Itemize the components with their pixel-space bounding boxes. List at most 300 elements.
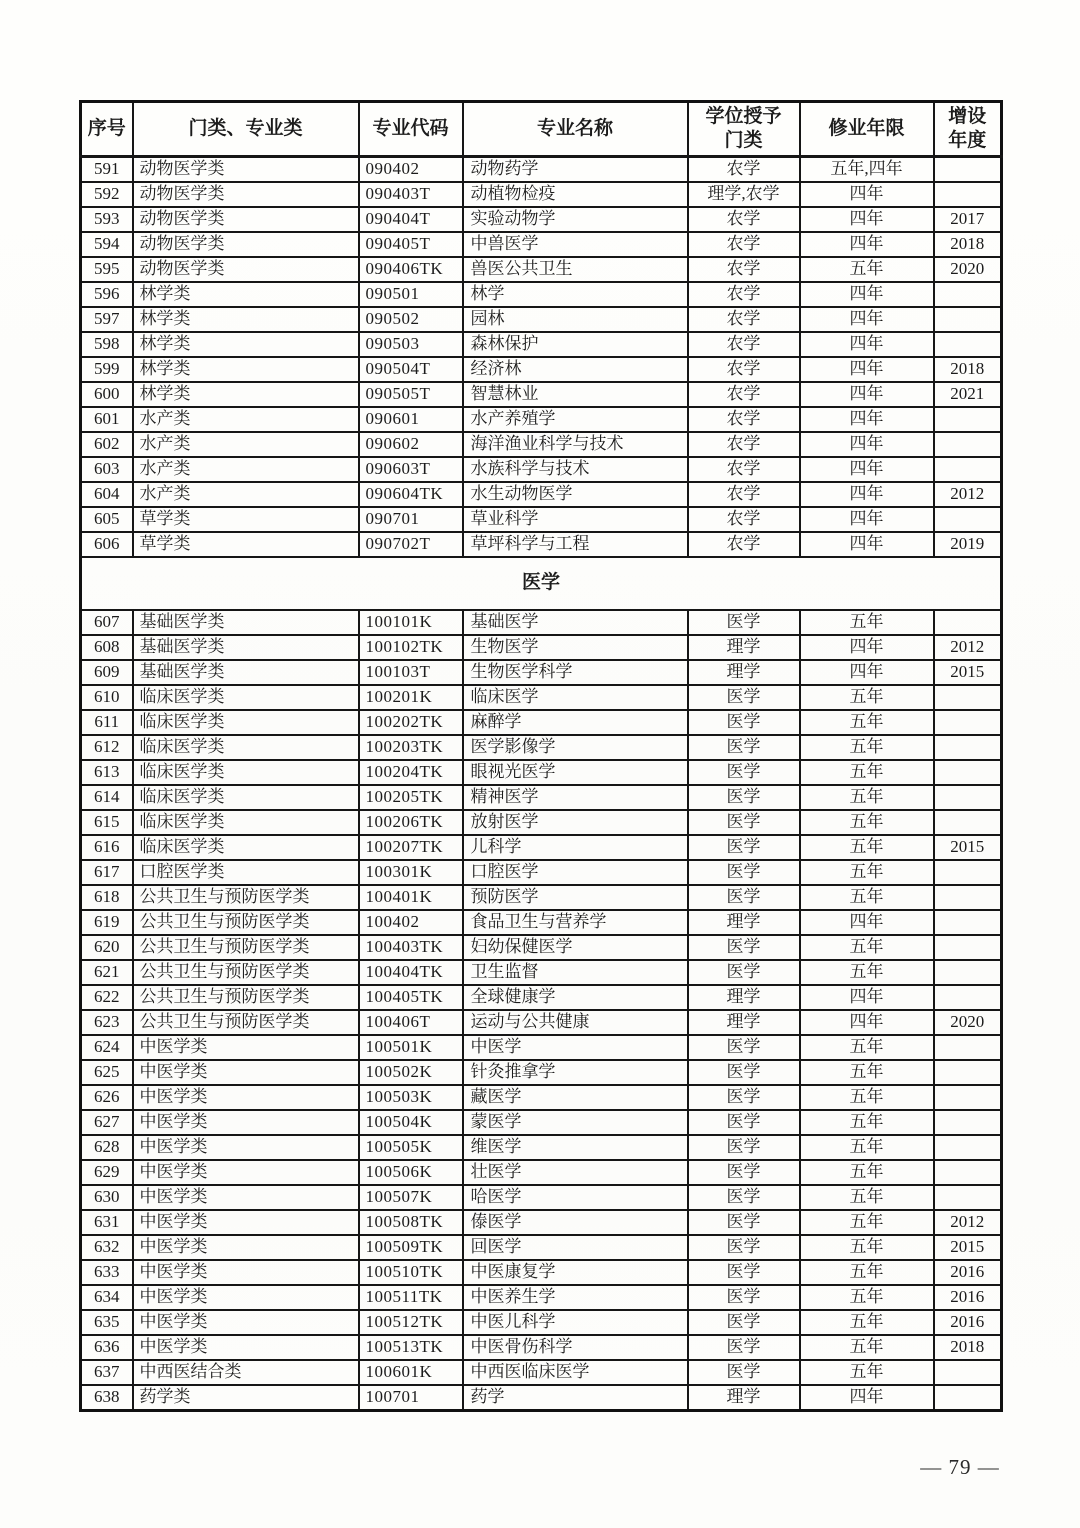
cell-code: 100301K (359, 860, 463, 885)
cell-code: 090504T (359, 357, 463, 382)
table-row (81, 257, 1002, 282)
cell-added (934, 1135, 1002, 1160)
column-header-code: 专业代码 (359, 102, 463, 157)
cell-seq: 612 (81, 735, 133, 760)
cell-degree: 医学 (688, 1085, 800, 1110)
cell-degree: 医学 (688, 860, 800, 885)
cell-years: 五年 (800, 1035, 934, 1060)
table-row (81, 1110, 1002, 1135)
cell-name: 智慧林业 (463, 382, 688, 407)
cell-years: 四年 (800, 1385, 934, 1411)
cell-name: 中医学 (463, 1035, 688, 1060)
cell-code: 100202TK (359, 710, 463, 735)
cell-code: 100507K (359, 1185, 463, 1210)
table-row (81, 1335, 1002, 1360)
cell-code: 100502K (359, 1060, 463, 1085)
cell-years: 五年 (800, 1085, 934, 1110)
cell-degree: 医学 (688, 1360, 800, 1385)
cell-years: 四年 (800, 407, 934, 432)
cell-years: 四年 (800, 660, 934, 685)
cell-code: 100510TK (359, 1260, 463, 1285)
cell-name: 眼视光医学 (463, 760, 688, 785)
table-row (81, 1385, 1002, 1411)
table-row (81, 207, 1002, 232)
cell-added (934, 710, 1002, 735)
cell-name: 针灸推拿学 (463, 1060, 688, 1085)
table-row (81, 860, 1002, 885)
cell-category: 公共卫生与预防医学类 (133, 910, 359, 935)
cell-added (934, 407, 1002, 432)
cell-code: 090601 (359, 407, 463, 432)
cell-category: 公共卫生与预防医学类 (133, 985, 359, 1010)
table-row (81, 885, 1002, 910)
cell-seq: 600 (81, 382, 133, 407)
cell-name: 水产养殖学 (463, 407, 688, 432)
cell-code: 090501 (359, 282, 463, 307)
cell-code: 090603T (359, 457, 463, 482)
cell-seq: 594 (81, 232, 133, 257)
cell-years: 五年 (800, 1260, 934, 1285)
cell-code: 100406T (359, 1010, 463, 1035)
cell-degree: 理学 (688, 1010, 800, 1035)
cell-seq: 613 (81, 760, 133, 785)
table-row (81, 760, 1002, 785)
table-row (81, 660, 1002, 685)
cell-category: 中医学类 (133, 1085, 359, 1110)
cell-seq: 603 (81, 457, 133, 482)
cell-name: 儿科学 (463, 835, 688, 860)
cell-code: 100103T (359, 660, 463, 685)
cell-name: 预防医学 (463, 885, 688, 910)
cell-seq: 615 (81, 810, 133, 835)
cell-code: 100201K (359, 685, 463, 710)
table-row (81, 457, 1002, 482)
cell-seq: 626 (81, 1085, 133, 1110)
cell-degree: 医学 (688, 610, 800, 635)
cell-years: 五年 (800, 257, 934, 282)
cell-name: 中医康复学 (463, 1260, 688, 1285)
cell-category: 动物医学类 (133, 257, 359, 282)
cell-name: 中西医临床医学 (463, 1360, 688, 1385)
cell-years: 四年 (800, 507, 934, 532)
cell-code: 100401K (359, 885, 463, 910)
cell-category: 基础医学类 (133, 635, 359, 660)
table-row (81, 1085, 1002, 1110)
cell-category: 中医学类 (133, 1110, 359, 1135)
cell-name: 哈医学 (463, 1185, 688, 1210)
table-row (81, 232, 1002, 257)
cell-seq: 630 (81, 1185, 133, 1210)
cell-code: 090403T (359, 182, 463, 207)
cell-added (934, 1185, 1002, 1210)
cell-seq: 599 (81, 357, 133, 382)
cell-added (934, 935, 1002, 960)
cell-category: 林学类 (133, 307, 359, 332)
table-row (81, 1310, 1002, 1335)
table-row (81, 710, 1002, 735)
cell-degree: 理学 (688, 985, 800, 1010)
table-row (81, 432, 1002, 457)
cell-added (934, 1085, 1002, 1110)
cell-name: 中医骨伤科学 (463, 1335, 688, 1360)
column-header-degree: 学位授予门类 (688, 102, 800, 157)
cell-added (934, 1110, 1002, 1135)
cell-years: 四年 (800, 207, 934, 232)
cell-degree: 农学 (688, 332, 800, 357)
table-row (81, 1135, 1002, 1160)
cell-name: 基础医学 (463, 610, 688, 635)
table-row (81, 532, 1002, 557)
cell-name: 精神医学 (463, 785, 688, 810)
cell-code: 090405T (359, 232, 463, 257)
cell-seq: 611 (81, 710, 133, 735)
cell-code: 100101K (359, 610, 463, 635)
cell-category: 中医学类 (133, 1185, 359, 1210)
cell-years: 五年 (800, 1235, 934, 1260)
cell-seq: 616 (81, 835, 133, 860)
cell-code: 100501K (359, 1035, 463, 1060)
cell-added: 2016 (934, 1260, 1002, 1285)
cell-seq: 633 (81, 1260, 133, 1285)
cell-degree: 医学 (688, 1260, 800, 1285)
cell-category: 临床医学类 (133, 710, 359, 735)
cell-name: 园林 (463, 307, 688, 332)
cell-category: 中医学类 (133, 1335, 359, 1360)
cell-code: 090604TK (359, 482, 463, 507)
cell-degree: 医学 (688, 1060, 800, 1085)
cell-seq: 602 (81, 432, 133, 457)
cell-name: 森林保护 (463, 332, 688, 357)
cell-name: 中医儿科学 (463, 1310, 688, 1335)
cell-category: 水产类 (133, 407, 359, 432)
cell-name: 藏医学 (463, 1085, 688, 1110)
cell-added (934, 157, 1002, 183)
cell-years: 四年 (800, 357, 934, 382)
cell-seq: 635 (81, 1310, 133, 1335)
cell-seq: 605 (81, 507, 133, 532)
cell-years: 五年 (800, 685, 934, 710)
table-row (81, 1210, 1002, 1235)
cell-years: 五年 (800, 1310, 934, 1335)
table-row (81, 635, 1002, 660)
cell-degree: 农学 (688, 157, 800, 183)
cell-added (934, 332, 1002, 357)
cell-added (934, 735, 1002, 760)
cell-category: 水产类 (133, 432, 359, 457)
table-row (81, 307, 1002, 332)
cell-degree: 医学 (688, 1160, 800, 1185)
cell-code: 100404TK (359, 960, 463, 985)
column-header-years: 修业年限 (800, 102, 934, 157)
cell-name: 傣医学 (463, 1210, 688, 1235)
cell-category: 中医学类 (133, 1285, 359, 1310)
cell-category: 中医学类 (133, 1235, 359, 1260)
table-row (81, 282, 1002, 307)
cell-years: 五年 (800, 610, 934, 635)
cell-name: 经济林 (463, 357, 688, 382)
cell-seq: 622 (81, 985, 133, 1010)
cell-degree: 农学 (688, 207, 800, 232)
table-row (81, 507, 1002, 532)
table-row (81, 1185, 1002, 1210)
cell-years: 四年 (800, 432, 934, 457)
cell-added: 2018 (934, 232, 1002, 257)
table-row (81, 1235, 1002, 1260)
cell-added (934, 1035, 1002, 1060)
table-row (81, 1285, 1002, 1310)
cell-seq: 625 (81, 1060, 133, 1085)
cell-category: 中医学类 (133, 1135, 359, 1160)
cell-category: 公共卫生与预防医学类 (133, 1010, 359, 1035)
cell-name: 海洋渔业科学与技术 (463, 432, 688, 457)
cell-added (934, 810, 1002, 835)
cell-years: 四年 (800, 182, 934, 207)
header-row (81, 102, 1002, 157)
cell-category: 中医学类 (133, 1210, 359, 1235)
cell-degree: 医学 (688, 885, 800, 910)
cell-code: 100207TK (359, 835, 463, 860)
cell-name: 口腔医学 (463, 860, 688, 885)
cell-degree: 医学 (688, 1285, 800, 1310)
cell-code: 100601K (359, 1360, 463, 1385)
cell-degree: 医学 (688, 735, 800, 760)
cell-name: 蒙医学 (463, 1110, 688, 1135)
cell-added: 2015 (934, 1235, 1002, 1260)
cell-code: 100403TK (359, 935, 463, 960)
cell-seq: 624 (81, 1035, 133, 1060)
cell-added (934, 985, 1002, 1010)
cell-added (934, 282, 1002, 307)
table-row (81, 1060, 1002, 1085)
cell-degree: 理学,农学 (688, 182, 800, 207)
cell-seq: 604 (81, 482, 133, 507)
cell-name: 中医养生学 (463, 1285, 688, 1310)
cell-added (934, 1360, 1002, 1385)
cell-category: 临床医学类 (133, 835, 359, 860)
cell-code: 090503 (359, 332, 463, 357)
cell-added (934, 785, 1002, 810)
cell-code: 100505K (359, 1135, 463, 1160)
cell-degree: 理学 (688, 660, 800, 685)
cell-degree: 农学 (688, 382, 800, 407)
cell-degree: 农学 (688, 282, 800, 307)
table-body (81, 157, 1002, 1411)
cell-code: 100509TK (359, 1235, 463, 1260)
cell-code: 090406TK (359, 257, 463, 282)
cell-name: 全球健康学 (463, 985, 688, 1010)
cell-degree: 农学 (688, 457, 800, 482)
cell-added (934, 910, 1002, 935)
cell-category: 水产类 (133, 457, 359, 482)
cell-added: 2012 (934, 482, 1002, 507)
column-header-seq: 序号 (81, 102, 133, 157)
cell-added (934, 1160, 1002, 1185)
table-row (81, 985, 1002, 1010)
cell-degree: 农学 (688, 532, 800, 557)
cell-years: 五年 (800, 1360, 934, 1385)
cell-name: 实验动物学 (463, 207, 688, 232)
cell-seq: 629 (81, 1160, 133, 1185)
cell-code: 090502 (359, 307, 463, 332)
cell-degree: 医学 (688, 810, 800, 835)
cell-name: 草业科学 (463, 507, 688, 532)
cell-degree: 医学 (688, 785, 800, 810)
cell-name: 回医学 (463, 1235, 688, 1260)
cell-category: 中医学类 (133, 1260, 359, 1285)
cell-code: 090702T (359, 532, 463, 557)
table-row (81, 1010, 1002, 1035)
cell-years: 五年 (800, 760, 934, 785)
cell-added: 2016 (934, 1285, 1002, 1310)
cell-degree: 医学 (688, 1335, 800, 1360)
cell-added: 2015 (934, 660, 1002, 685)
table-row (81, 157, 1002, 183)
cell-seq: 598 (81, 332, 133, 357)
cell-degree: 医学 (688, 685, 800, 710)
cell-years: 五年 (800, 860, 934, 885)
cell-category: 中医学类 (133, 1060, 359, 1085)
cell-code: 090505T (359, 382, 463, 407)
table-row (81, 1035, 1002, 1060)
cell-name: 放射医学 (463, 810, 688, 835)
cell-degree: 农学 (688, 482, 800, 507)
cell-years: 四年 (800, 307, 934, 332)
cell-category: 动物医学类 (133, 157, 359, 183)
cell-category: 公共卫生与预防医学类 (133, 960, 359, 985)
cell-seq: 618 (81, 885, 133, 910)
cell-added (934, 1385, 1002, 1411)
cell-years: 四年 (800, 1010, 934, 1035)
cell-added (934, 457, 1002, 482)
column-header-name: 专业名称 (463, 102, 688, 157)
cell-category: 临床医学类 (133, 735, 359, 760)
cell-code: 100506K (359, 1160, 463, 1185)
cell-seq: 634 (81, 1285, 133, 1310)
cell-name: 运动与公共健康 (463, 1010, 688, 1035)
cell-years: 四年 (800, 282, 934, 307)
cell-degree: 医学 (688, 710, 800, 735)
section-row (81, 557, 1002, 610)
cell-name: 药学 (463, 1385, 688, 1411)
cell-code: 090402 (359, 157, 463, 183)
cell-years: 五年 (800, 960, 934, 985)
table-row (81, 1160, 1002, 1185)
cell-seq: 623 (81, 1010, 133, 1035)
cell-code: 100204TK (359, 760, 463, 785)
cell-category: 基础医学类 (133, 610, 359, 635)
cell-years: 五年,四年 (800, 157, 934, 183)
cell-added (934, 307, 1002, 332)
cell-degree: 农学 (688, 357, 800, 382)
cell-seq: 608 (81, 635, 133, 660)
cell-code: 100508TK (359, 1210, 463, 1235)
cell-years: 五年 (800, 810, 934, 835)
cell-category: 临床医学类 (133, 685, 359, 710)
table-row (81, 835, 1002, 860)
cell-added (934, 432, 1002, 457)
cell-years: 五年 (800, 1335, 934, 1360)
cell-added: 2020 (934, 1010, 1002, 1035)
cell-category: 林学类 (133, 382, 359, 407)
cell-name: 生物医学 (463, 635, 688, 660)
cell-category: 中医学类 (133, 1035, 359, 1060)
cell-years: 五年 (800, 935, 934, 960)
cell-code: 100511TK (359, 1285, 463, 1310)
cell-added (934, 860, 1002, 885)
cell-category: 公共卫生与预防医学类 (133, 885, 359, 910)
cell-seq: 596 (81, 282, 133, 307)
cell-seq: 627 (81, 1110, 133, 1135)
cell-years: 五年 (800, 1060, 934, 1085)
cell-years: 五年 (800, 1185, 934, 1210)
cell-added: 2017 (934, 207, 1002, 232)
cell-name: 麻醉学 (463, 710, 688, 735)
cell-degree: 理学 (688, 910, 800, 935)
cell-years: 五年 (800, 1160, 934, 1185)
cell-category: 动物医学类 (133, 232, 359, 257)
cell-name: 林学 (463, 282, 688, 307)
cell-name: 水生动物医学 (463, 482, 688, 507)
cell-added (934, 685, 1002, 710)
cell-degree: 农学 (688, 407, 800, 432)
cell-years: 五年 (800, 1285, 934, 1310)
cell-category: 草学类 (133, 507, 359, 532)
cell-degree: 医学 (688, 835, 800, 860)
cell-category: 林学类 (133, 357, 359, 382)
cell-added: 2018 (934, 357, 1002, 382)
cell-seq: 609 (81, 660, 133, 685)
cell-name: 卫生监督 (463, 960, 688, 985)
cell-category: 中西医结合类 (133, 1360, 359, 1385)
cell-category: 临床医学类 (133, 810, 359, 835)
cell-years: 四年 (800, 985, 934, 1010)
cell-years: 四年 (800, 532, 934, 557)
cell-seq: 621 (81, 960, 133, 985)
cell-degree: 医学 (688, 1310, 800, 1335)
cell-category: 中医学类 (133, 1310, 359, 1335)
cell-degree: 医学 (688, 760, 800, 785)
table-row (81, 1360, 1002, 1385)
cell-category: 草学类 (133, 532, 359, 557)
cell-name: 医学影像学 (463, 735, 688, 760)
table-row (81, 960, 1002, 985)
table-row (81, 785, 1002, 810)
cell-category: 水产类 (133, 482, 359, 507)
cell-code: 100402 (359, 910, 463, 935)
cell-seq: 637 (81, 1360, 133, 1385)
cell-seq: 636 (81, 1335, 133, 1360)
column-header-added: 增设年度 (934, 102, 1002, 157)
cell-category: 基础医学类 (133, 660, 359, 685)
cell-name: 兽医公共卫生 (463, 257, 688, 282)
cell-added: 2021 (934, 382, 1002, 407)
cell-name: 动植物检疫 (463, 182, 688, 207)
cell-added: 2019 (934, 532, 1002, 557)
cell-category: 口腔医学类 (133, 860, 359, 885)
table-row (81, 935, 1002, 960)
table-row (81, 357, 1002, 382)
table-row (81, 382, 1002, 407)
cell-seq: 592 (81, 182, 133, 207)
table-row (81, 810, 1002, 835)
cell-degree: 医学 (688, 1135, 800, 1160)
section-title: 医学 (81, 557, 1002, 610)
cell-added: 2018 (934, 1335, 1002, 1360)
cell-added (934, 507, 1002, 532)
cell-seq: 607 (81, 610, 133, 635)
cell-added: 2015 (934, 835, 1002, 860)
cell-name: 草坪科学与工程 (463, 532, 688, 557)
